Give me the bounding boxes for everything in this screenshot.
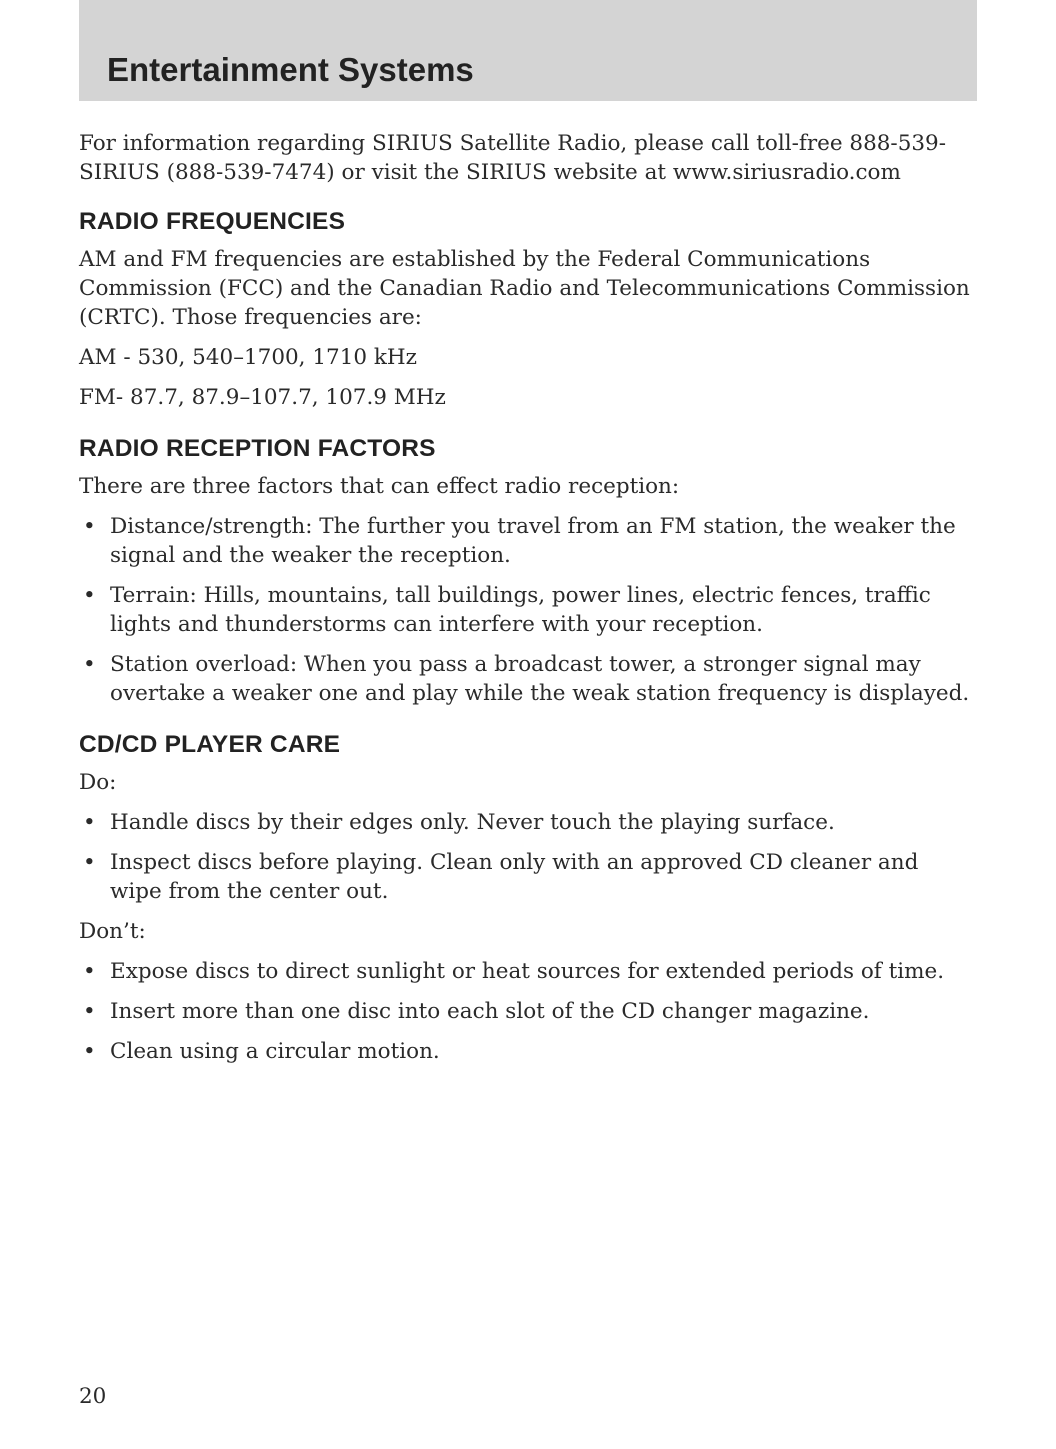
am-frequencies: AM - 530, 540–1700, 1710 kHz [79, 345, 418, 370]
reception-factors-list [79, 512, 974, 708]
dont-label: Don’t: [79, 919, 146, 944]
list-item-text: Distance/strength: The further you travel from an FM station, the weaker the signal and the weaker the reception. [110, 514, 956, 568]
do-label: Do: [79, 770, 117, 795]
list-item [79, 512, 974, 570]
list-item [79, 848, 974, 906]
list-item [79, 997, 974, 1026]
bullet-icon: • [83, 652, 96, 677]
list-item-text: Handle discs by their edges only. Never touch the playing surface. [110, 810, 835, 835]
reception-intro: There are three factors that can effect radio reception: [79, 474, 680, 499]
dont-list [79, 957, 974, 1066]
bullet-icon: • [83, 999, 96, 1024]
list-item [79, 1037, 974, 1066]
list-item [79, 650, 974, 708]
page-title: Entertainment Systems [107, 51, 474, 88]
frequencies-paragraph: AM and FM frequencies are established by the Federal Communications Commission (FCC) and the Canadian Radio and Telecommunications Commission (CRTC). Those frequencies are: [79, 247, 970, 330]
page-number: 20 [79, 1384, 107, 1409]
list-item-text: Insert more than one disc into each slot of the CD changer magazine. [110, 999, 870, 1024]
list-item-text: Terrain: Hills, mountains, tall buildings, power lines, electric fences, traffic lights and thunderstorms can interfere with your reception. [110, 583, 931, 637]
header-band [79, 0, 977, 101]
bullet-icon: • [83, 514, 96, 539]
list-item-text: Station overload: When you pass a broadcast tower, a stronger signal may overtake a weaker one and play while the weak station frequency is displayed. [110, 652, 970, 706]
bullet-icon: • [83, 1039, 96, 1064]
bullet-icon: • [83, 959, 96, 984]
section-heading-cd-player-care: CD/CD PLAYER CARE [79, 731, 341, 758]
list-item-text: Inspect discs before playing. Clean only with an approved CD cleaner and wipe from the center out. [110, 850, 919, 904]
bullet-icon: • [83, 583, 96, 608]
bullet-icon: • [83, 810, 96, 835]
intro-paragraph: For information regarding SIRIUS Satellite Radio, please call toll-free 888-539-SIRIUS (888-539-7474) or visit the SIRIUS website at www.siriusradio.com [79, 131, 947, 185]
section-heading-radio-frequencies: RADIO FREQUENCIES [79, 208, 346, 235]
list-item [79, 581, 974, 639]
page-content [79, 129, 974, 1077]
list-item-text: Expose discs to direct sunlight or heat sources for extended periods of time. [110, 959, 945, 984]
list-item [79, 957, 974, 986]
section-heading-radio-reception-factors: RADIO RECEPTION FACTORS [79, 435, 436, 462]
list-item-text: Clean using a circular motion. [110, 1039, 440, 1064]
bullet-icon: • [83, 850, 96, 875]
fm-frequencies: FM- 87.7, 87.9–107.7, 107.9 MHz [79, 385, 446, 410]
list-item [79, 808, 974, 837]
do-list [79, 808, 974, 906]
